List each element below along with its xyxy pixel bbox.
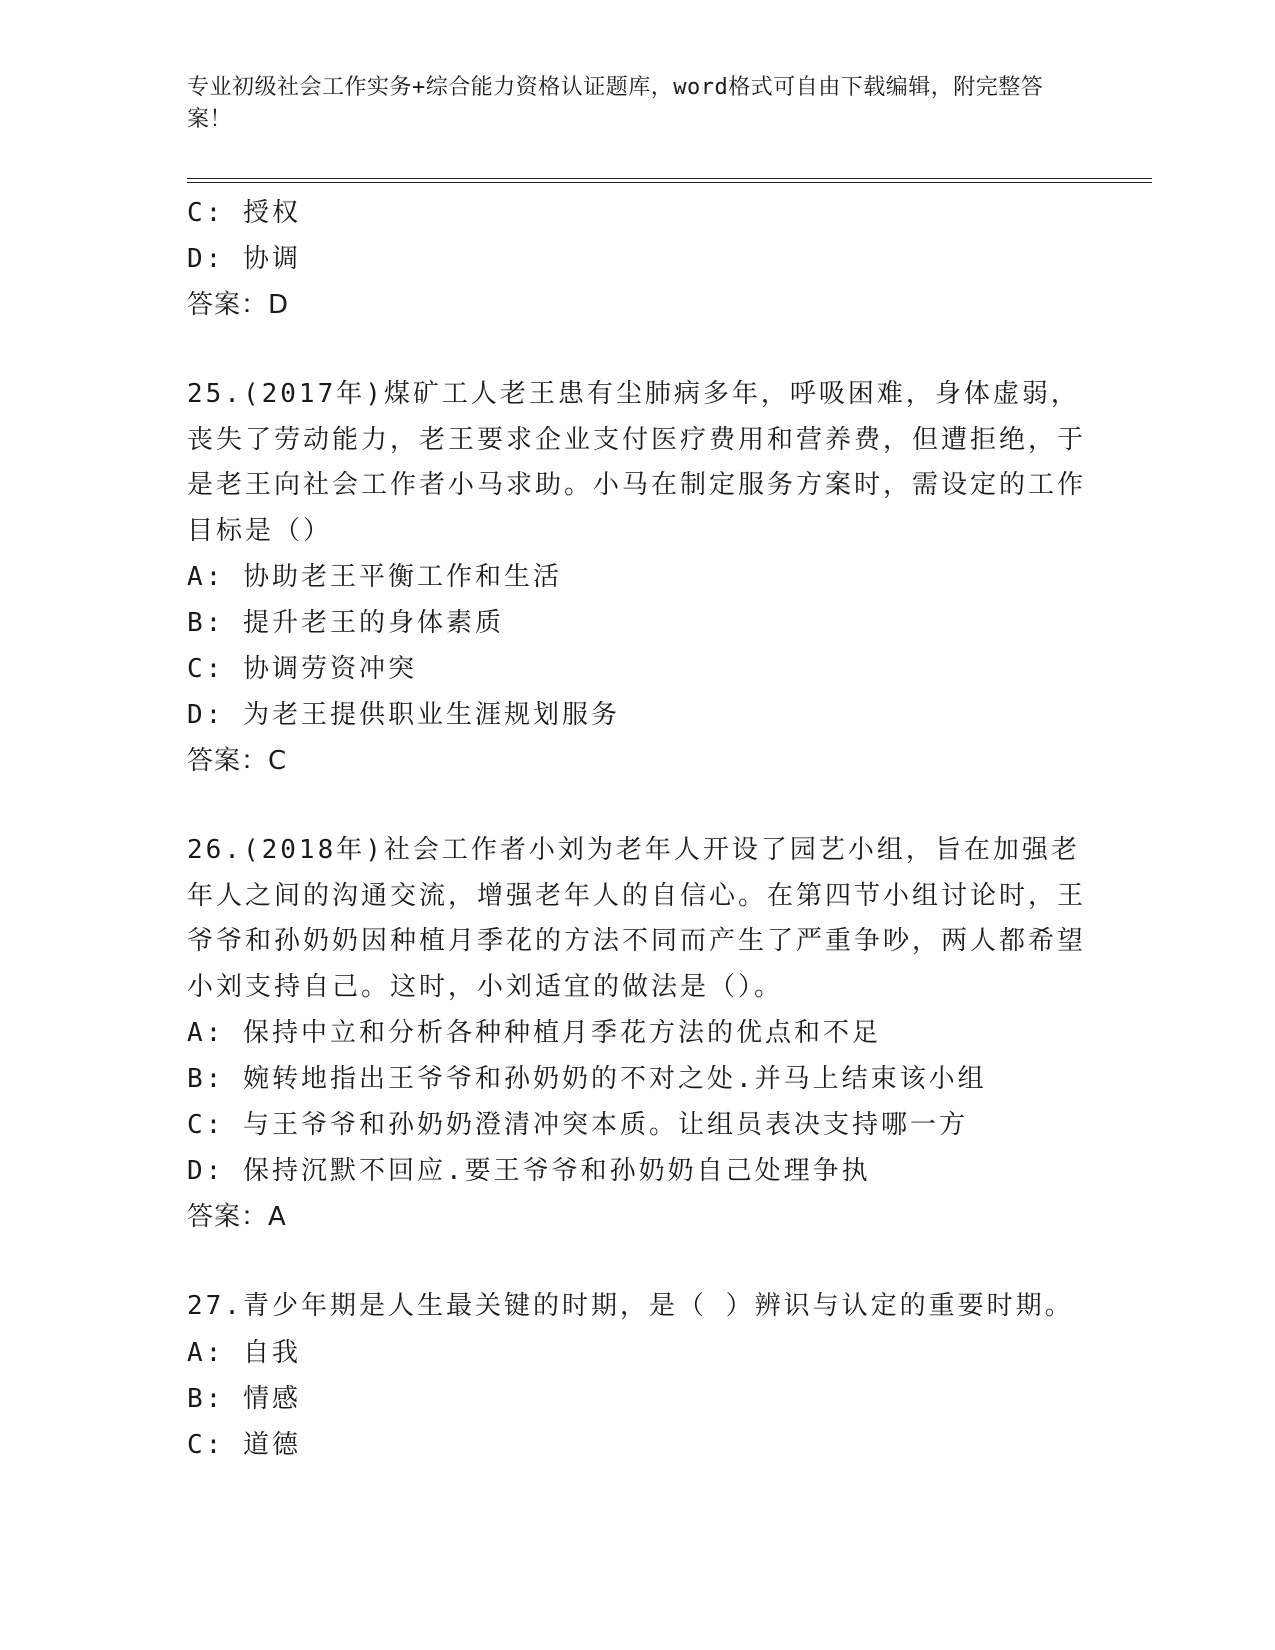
question-continuation: [187, 190, 1087, 328]
answer-line: 答案：A: [187, 1202, 287, 1232]
question-stem: 27.青少年期是人生最关键的时期，是（ ）辨识与认定的重要时期。: [187, 1291, 1074, 1321]
document-header: [187, 72, 1087, 136]
option-c: C: 协调劳资冲突: [187, 654, 417, 684]
question-25: [187, 372, 1087, 784]
option-d: D: 保持沉默不回应.要王爷爷和孙奶奶自己处理争执: [187, 1156, 871, 1186]
header-divider-thin: [187, 182, 1152, 183]
answer-line: 答案：D: [187, 290, 290, 320]
question-27: [187, 1284, 1087, 1468]
question-stem: 26.(2018年)社会工作者小刘为老年人开设了园艺小组，旨在加强老年人之间的沟通交流，增强老年人的自信心。在第四节小组讨论时，王爷爷和孙奶奶因种植月季花的方法不同而产生了严重争吵，两人都希望小刘支持自己。这时，小刘适宜的做法是（）。: [187, 835, 1087, 1002]
option-b: B: 情感: [187, 1383, 301, 1414]
option-b: B: 婉转地指出王爷爷和孙奶奶的不对之处.并马上结束该小组: [187, 1064, 987, 1094]
question-26: [187, 828, 1087, 1240]
option-a: A: 自我: [187, 1337, 301, 1368]
option-c: C: 授权: [187, 198, 301, 228]
option-d: D: 协调: [187, 244, 301, 274]
question-stem: 25.(2017年)煤矿工人老王患有尘肺病多年，呼吸困难，身体虚弱，丧失了劳动能力，老王要求企业支付医疗费用和营养费，但遭拒绝，于是老王向社会工作者小马求助。小马在制定服务方案时，需设定的工作目标是（）: [187, 379, 1087, 546]
option-c: C: 与王爷爷和孙奶奶澄清冲突本质。让组员表决支持哪一方: [187, 1110, 968, 1140]
document-body: [187, 190, 1087, 1468]
option-b: B: 提升老王的身体素质: [187, 608, 504, 638]
header-divider-thick: [187, 178, 1152, 179]
option-d: D: 为老王提供职业生涯规划服务: [187, 700, 620, 730]
option-c: C: 道德: [187, 1429, 301, 1460]
answer-line: 答案：C: [187, 746, 288, 776]
option-a: A: 协助老王平衡工作和生活: [187, 562, 562, 592]
option-a: A: 保持中立和分析各种种植月季花方法的优点和不足: [187, 1018, 881, 1048]
header-title: 专业初级社会工作实务+综合能力资格认证题库，word格式可自由下载编辑，附完整答案！: [187, 75, 1044, 132]
